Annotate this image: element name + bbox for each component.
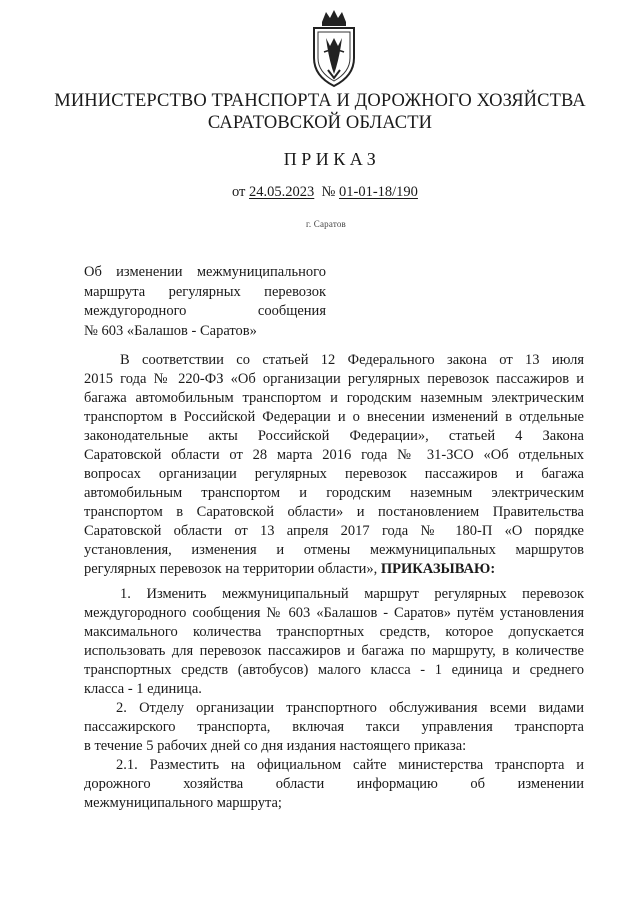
preamble-line: Саратовской области от 13 апреля 2017 года № 180-П «О порядке: [84, 523, 584, 539]
order-date-number: [232, 184, 418, 201]
item-2-paragraph: [84, 699, 584, 756]
date-prefix: от: [232, 184, 246, 200]
item-2-line: в течение 5 рабочих дней со дня издания настоящего приказа:: [84, 738, 467, 754]
preamble-last-line: [84, 560, 584, 579]
ministry-name: [0, 90, 640, 134]
item-2-1-line: дорожного хозяйства области информацию об изменении: [84, 776, 584, 792]
preamble-line: Саратовской области от 28 марта 2016 года № 31-ЗСО «Об отдельных: [84, 447, 584, 463]
subject-line: маршрута регулярных перевозок: [84, 283, 326, 300]
preamble-line: вопросах организации регулярных перевозок пассажиров и багажа: [84, 466, 584, 482]
item-2-1-paragraph: [84, 756, 584, 813]
preamble-line: транспортом в Саратовской области» и постановлением Правительства: [84, 504, 584, 520]
preamble-line: багажа автомобильным транспортом и городским наземным электрическим: [84, 390, 584, 406]
item-2-line: пассажирского транспорта, включая такси управления транспорта: [84, 719, 584, 735]
order-number: 01-01-18/190: [339, 184, 418, 200]
item-1-line: транспортных средств (автобусов) малого класса - 1 единица и среднего: [84, 662, 584, 678]
preamble-line: автомобильным транспортом и городским наземным электрическим: [84, 485, 584, 501]
preamble-line: законодательные акты Российской Федерации», статьей 4 Закона: [84, 428, 584, 444]
item-1-line: максимального количества транспортных средств, которое допускается: [84, 624, 584, 640]
subject-line: № 603 «Балашов - Саратов»: [84, 322, 257, 339]
order-subject: [84, 263, 326, 341]
item-2-1-line: межмуниципального маршрута;: [84, 795, 282, 811]
city-label: г. Саратов: [306, 219, 346, 229]
item-1-line: междугородного сообщения № 603 «Балашов - Саратов» путём установления: [84, 605, 584, 621]
item-1-line: 1. Изменить межмуниципальный маршрут регулярных перевозок: [120, 586, 584, 602]
item-1-paragraph: [84, 585, 584, 699]
coat-of-arms-emblem: [304, 8, 364, 92]
item-1-line: класса - 1 единица.: [84, 681, 202, 697]
subject-line: Об изменении межмуниципального: [84, 264, 326, 280]
preamble-line: транспортом в Российской Федерации и о внесении изменений в отдельные: [84, 409, 584, 425]
order-word: ПРИКАЗЫВАЮ:: [380, 561, 496, 577]
preamble-line-text: регулярных перевозок на территории области»,: [84, 561, 381, 577]
order-date: 24.05.2023: [249, 184, 315, 200]
item-2-1-line: 2.1. Разместить на официальном сайте министерства транспорта и: [116, 757, 584, 773]
preamble-line: 2015 года № 220-ФЗ «Об организации регулярных перевозок пассажиров и: [84, 371, 584, 387]
preamble-paragraph: [84, 351, 584, 579]
item-2-line: 2. Отделу организации транспортного обслуживания всеми видами: [116, 700, 584, 716]
number-sign: №: [321, 184, 336, 200]
ministry-name-line1: МИНИСТЕРСТВО ТРАНСПОРТА И ДОРОЖНОГО ХОЗЯЙСТВА: [54, 91, 586, 111]
preamble-line: установления, изменения и отмены межмуниципальных маршрутов: [84, 542, 584, 558]
item-1-line: использовать для перевозок пассажиров и багажа по маршруту, в количестве: [84, 643, 584, 659]
document-type-title: ПРИКАЗ: [283, 149, 381, 169]
ministry-name-line2: САРАТОВСКОЙ ОБЛАСТИ: [207, 113, 433, 133]
subject-line: междугородного сообщения: [84, 303, 326, 319]
preamble-line: В соответствии со статьей 12 Федерального закона от 13 июля: [120, 352, 584, 368]
